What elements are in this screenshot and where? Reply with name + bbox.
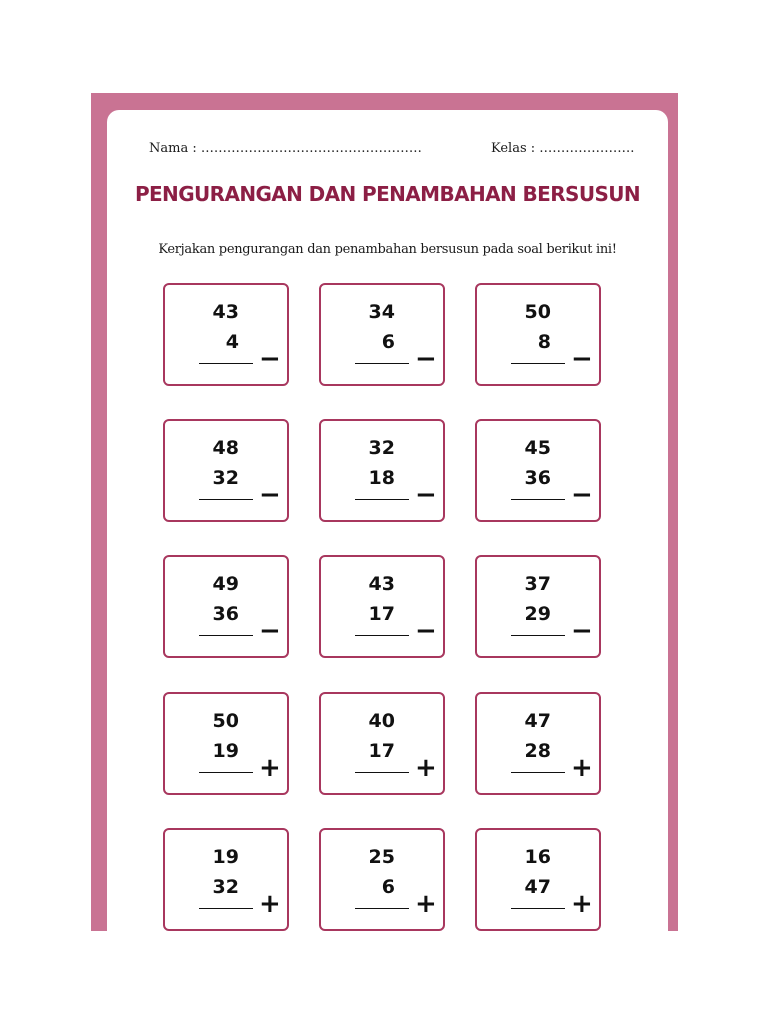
bottom-number: 8	[537, 331, 551, 353]
instruction-text: Kerjakan pengurangan dan penambahan bersusun pada soal berikut ini!	[158, 242, 617, 257]
answer-line	[511, 908, 565, 909]
operator-sign: +	[571, 753, 593, 783]
answer-line	[199, 363, 253, 364]
operator-sign: −	[415, 480, 437, 510]
problem-card	[475, 555, 601, 658]
operator-sign: +	[571, 889, 593, 919]
operator-sign: +	[415, 753, 437, 783]
bottom-number: 28	[524, 740, 551, 762]
top-number: 49	[212, 573, 239, 595]
top-number: 16	[524, 846, 551, 868]
bottom-number: 36	[212, 603, 239, 625]
name-field: Nama : ……………………………………………	[149, 141, 422, 156]
answer-line	[511, 499, 565, 500]
bottom-number: 32	[212, 876, 239, 898]
bottom-number: 19	[212, 740, 239, 762]
top-number: 40	[368, 710, 395, 732]
problem-card	[163, 555, 289, 658]
bottom-number: 32	[212, 467, 239, 489]
answer-line	[355, 363, 409, 364]
problem-card	[475, 692, 601, 795]
problem-card	[319, 283, 445, 386]
operator-sign: −	[259, 344, 281, 374]
answer-line	[355, 908, 409, 909]
operator-sign: −	[571, 344, 593, 374]
bottom-number: 47	[524, 876, 551, 898]
operator-sign: −	[571, 616, 593, 646]
operator-sign: −	[415, 616, 437, 646]
answer-line	[199, 635, 253, 636]
problem-card	[319, 555, 445, 658]
bottom-number: 17	[368, 603, 395, 625]
problem-card	[163, 419, 289, 522]
top-number: 50	[212, 710, 239, 732]
top-number: 50	[524, 301, 551, 323]
class-field: Kelas : ………………….	[491, 141, 635, 156]
problem-card	[163, 692, 289, 795]
operator-sign: −	[259, 480, 281, 510]
bottom-number: 4	[225, 331, 239, 353]
bottom-number: 6	[381, 876, 395, 898]
problem-card	[163, 283, 289, 386]
problem-card	[319, 828, 445, 931]
answer-line	[199, 908, 253, 909]
operator-sign: +	[259, 753, 281, 783]
answer-line	[355, 772, 409, 773]
problem-card	[163, 828, 289, 931]
problem-card	[475, 419, 601, 522]
problem-card	[475, 283, 601, 386]
operator-sign: −	[415, 344, 437, 374]
problem-card	[319, 419, 445, 522]
bottom-number: 36	[524, 467, 551, 489]
bottom-number: 17	[368, 740, 395, 762]
top-number: 34	[368, 301, 395, 323]
bottom-number: 6	[381, 331, 395, 353]
top-number: 32	[368, 437, 395, 459]
answer-line	[511, 772, 565, 773]
top-number: 37	[524, 573, 551, 595]
top-number: 43	[368, 573, 395, 595]
worksheet-title: PENGURANGAN DAN PENAMBAHAN BERSUSUN	[134, 182, 641, 206]
bottom-number: 29	[524, 603, 551, 625]
problem-card	[475, 828, 601, 931]
bottom-number: 18	[368, 467, 395, 489]
operator-sign: +	[259, 889, 281, 919]
answer-line	[511, 363, 565, 364]
answer-line	[355, 499, 409, 500]
top-number: 25	[368, 846, 395, 868]
operator-sign: −	[571, 480, 593, 510]
problem-card	[319, 692, 445, 795]
top-number: 47	[524, 710, 551, 732]
answer-line	[199, 499, 253, 500]
answer-line	[511, 635, 565, 636]
top-number: 19	[212, 846, 239, 868]
operator-sign: −	[259, 616, 281, 646]
top-number: 45	[524, 437, 551, 459]
answer-line	[199, 772, 253, 773]
answer-line	[355, 635, 409, 636]
top-number: 43	[212, 301, 239, 323]
operator-sign: +	[415, 889, 437, 919]
top-number: 48	[212, 437, 239, 459]
